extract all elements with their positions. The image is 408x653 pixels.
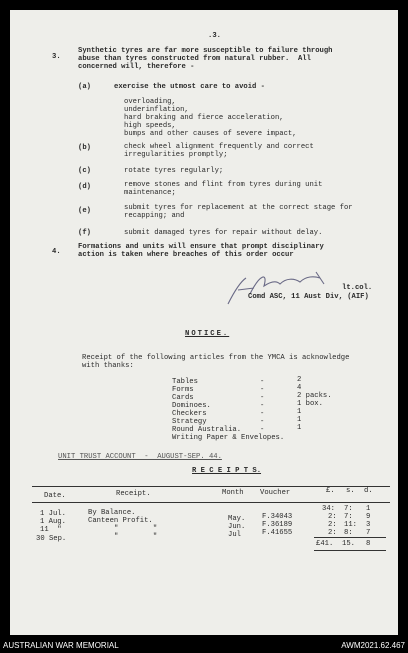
para3-line: Synthetic tyres are far more susceptible to failure through: [78, 47, 333, 55]
row-voucher: F.41655: [262, 529, 293, 537]
avoid-item: high speeds,: [124, 122, 176, 130]
row-pence: 3: [366, 521, 371, 529]
item-line: submit tyres for replacement at the correct stage for: [124, 204, 353, 212]
row-voucher: F.36189: [262, 521, 293, 529]
column-header: d.: [364, 487, 373, 495]
para4-line: Formations and units will ensure that prompt disciplinary: [78, 243, 324, 251]
row-month: Jun.: [228, 523, 246, 531]
row-shillings: 7:: [344, 505, 353, 513]
article-qty: 1: [297, 408, 302, 416]
row-receipt: Canteen Profit.: [88, 517, 153, 525]
avoid-item: overloading,: [124, 98, 176, 106]
row-month: May.: [228, 515, 246, 523]
row-shillings: 8:: [344, 529, 353, 537]
receipts-heading: R E C E I P T S.: [192, 467, 262, 475]
table-header-rule: [32, 502, 390, 503]
signatory-unit: Comd ASC, 11 Aust Div, (AIF): [248, 293, 369, 301]
item-letter: (e): [78, 207, 91, 215]
row-receipt: " ": [114, 525, 158, 533]
notice-intro: Receipt of the following articles from the YMCA is acknowledge: [82, 354, 350, 362]
item-line: maintenance;: [124, 189, 176, 197]
item-line: submit damaged tyres for repair without delay.: [124, 229, 323, 237]
item-letter: (a): [78, 83, 91, 91]
table-top-rule: [32, 486, 390, 487]
column-header: Voucher: [260, 489, 291, 497]
row-pence: 1: [366, 505, 371, 513]
item-line: rotate tyres regularly;: [124, 167, 224, 175]
item-line: check wheel alignment frequently and correct: [124, 143, 314, 151]
article-dash: -: [260, 426, 265, 434]
total-pence: 8: [366, 540, 371, 548]
para3-line: abuse than tyres constructed from natural rubber. All: [78, 55, 311, 63]
article-name: Cards: [172, 394, 194, 402]
page-number: .3.: [208, 32, 221, 40]
article-dash: -: [260, 418, 265, 426]
article-name: Forms: [172, 386, 194, 394]
notice-heading: NOTICE.: [185, 330, 230, 338]
total-rule: [314, 537, 386, 538]
article-qty: 1 box.: [297, 400, 323, 408]
para4-number: 4.: [52, 248, 61, 256]
article-dash: -: [260, 394, 265, 402]
avoid-item: hard braking and fierce acceleration,: [124, 114, 284, 122]
article-dash: -: [260, 402, 265, 410]
para3-number: 3.: [52, 53, 61, 61]
item-letter: (f): [78, 229, 91, 237]
article-dash: -: [260, 378, 265, 386]
item-letter: (b): [78, 144, 91, 152]
article-qty: 2: [297, 376, 302, 384]
archive-footer: [0, 636, 408, 653]
para3-line: concerned will, therefore -: [78, 63, 195, 71]
article-name: Tables: [172, 378, 198, 386]
item-letter: (c): [78, 167, 91, 175]
row-shillings: 11:: [344, 521, 357, 529]
article-name: Dominoes.: [172, 402, 211, 410]
row-pounds: 2:: [328, 513, 337, 521]
row-pounds: 34:: [322, 505, 335, 513]
footer-institution: AUSTRALIAN WAR MEMORIAL: [3, 641, 119, 650]
item-letter: (d): [78, 183, 91, 191]
row-pence: 9: [366, 513, 371, 521]
row-receipt: " ": [114, 533, 158, 541]
item-line: recapping; and: [124, 212, 185, 220]
row-month: Jul: [228, 531, 241, 539]
article-qty: 4: [297, 384, 302, 392]
row-pounds: 2:: [328, 529, 337, 537]
para4-line: action is taken where breaches of this order occur: [78, 251, 294, 259]
article-name: Round Australia.: [172, 426, 242, 434]
row-shillings: 7:: [344, 513, 353, 521]
handwritten-signature: [220, 264, 340, 310]
article-dash: -: [260, 386, 265, 394]
column-header: Date.: [44, 492, 66, 500]
avoid-item: bumps and other causes of severe impact,: [124, 130, 297, 138]
column-header: Month: [222, 489, 244, 497]
article-name: Writing Paper & Envelopes.: [172, 434, 285, 442]
article-dash: -: [260, 410, 265, 418]
total-pounds: £41.: [316, 540, 334, 548]
article-name: Strategy: [172, 418, 207, 426]
row-receipt: By Balance.: [88, 509, 136, 517]
account-heading: UNIT TRUST ACCOUNT - AUGUST-SEP. 44.: [58, 453, 222, 461]
item-line: irregularities promptly;: [124, 151, 228, 159]
row-date: 11 ": [40, 526, 62, 534]
item-line: remove stones and flint from tyres during unit: [124, 181, 323, 189]
row-date: 1 Aug.: [40, 518, 66, 526]
signatory-rank: lt.col.: [342, 284, 373, 292]
notice-intro: with thanks:: [82, 362, 134, 370]
article-qty: 1: [297, 416, 302, 424]
row-pounds: 2:: [328, 521, 337, 529]
article-qty: 2 packs.: [297, 392, 332, 400]
column-header: Receipt.: [116, 490, 151, 498]
row-pence: 7: [366, 529, 371, 537]
article-qty: 1: [297, 424, 302, 432]
footer-accession-number: AWM2021.62.467: [341, 641, 405, 650]
total-underline: [314, 550, 386, 551]
row-date: 30 Sep.: [36, 535, 67, 543]
total-shillings: 15.: [342, 540, 355, 548]
column-header: £.: [326, 487, 335, 495]
avoid-item: underinflation,: [124, 106, 189, 114]
row-date: 1 Jul.: [40, 510, 66, 518]
item-line: exercise the utmost care to avoid -: [114, 83, 265, 91]
row-voucher: F.34043: [262, 513, 293, 521]
column-header: s.: [346, 487, 355, 495]
article-name: Checkers: [172, 410, 207, 418]
document-page: [10, 10, 398, 635]
